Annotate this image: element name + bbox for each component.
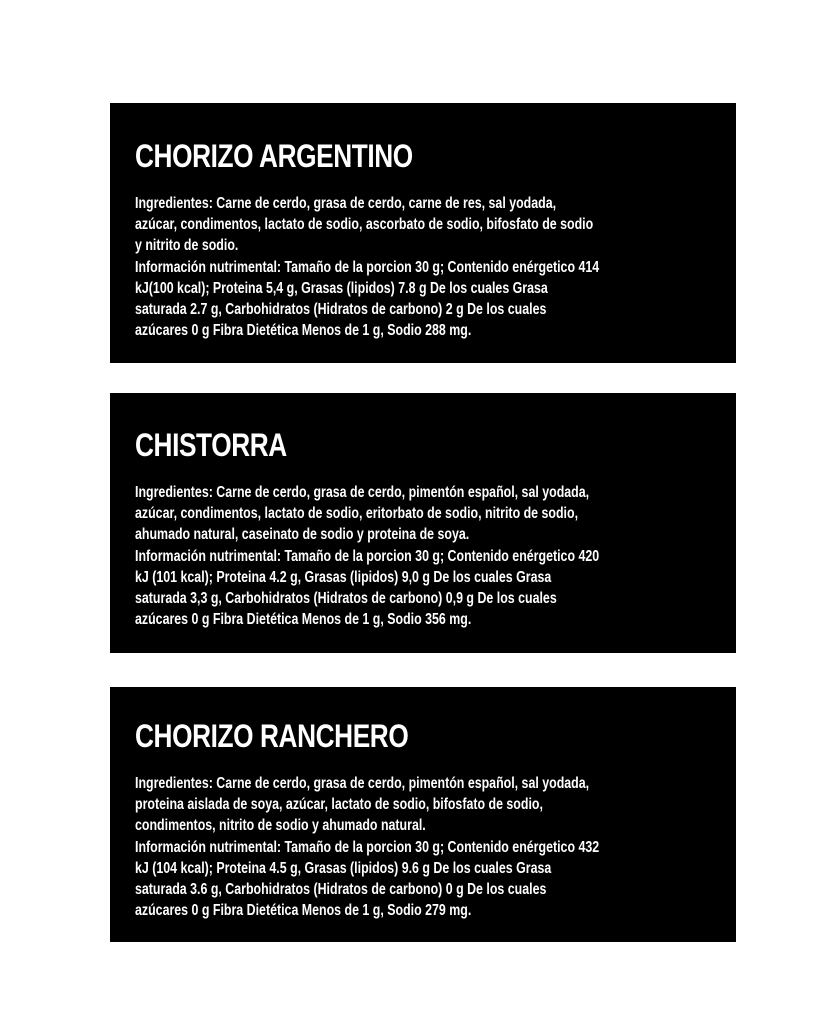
nutrition-line: Información nutrimental: Tamaño de la porcion 30 g; Contenido enérgetico 432 bbox=[135, 838, 600, 856]
product-description bbox=[135, 482, 711, 630]
ingredients-line: Ingredientes: Carne de cerdo, grasa de cerdo, pimentón español, sal yodada, bbox=[135, 484, 590, 501]
nutrition-line: Información nutrimental: Tamaño de la porcion 30 g; Contenido enérgetico 414 bbox=[135, 258, 600, 276]
nutrition-line: azúcares 0 g Fibra Dietética Menos de 1 g, Sodio 356 mg. bbox=[135, 611, 472, 629]
nutrition-line: azúcares 0 g Fibra Dietética Menos de 1 g, Sodio 288 mg. bbox=[135, 322, 472, 340]
nutrition-line: kJ (104 kcal); Proteina 4.5 g, Grasas (lipidos) 9.6 g De los cuales Grasa bbox=[135, 859, 552, 877]
ingredients-line: azúcar, condimentos, lactato de sodio, eritorbato de sodio, nitrito de sodio, bbox=[135, 505, 579, 523]
nutrition-line: kJ (101 kcal); Proteina 4.2 g, Grasas (lipidos) 9,0 g De los cuales Grasa bbox=[135, 568, 552, 586]
product-title: CHORIZO RANCHERO bbox=[135, 718, 409, 754]
ingredients-line: y nitrito de sodio. bbox=[135, 237, 239, 255]
nutrition-line: Información nutrimental: Tamaño de la porcion 30 g; Contenido enérgetico 420 bbox=[135, 547, 600, 565]
nutrition-line: saturada 3.6 g, Carbohidratos (Hidratos de carbono) 0 g De los cuales bbox=[135, 881, 547, 899]
product-label-chorizo-argentino bbox=[110, 103, 736, 363]
product-description bbox=[135, 193, 711, 341]
product-title: CHISTORRA bbox=[135, 427, 287, 463]
product-label-chorizo-ranchero bbox=[110, 687, 736, 942]
product-description bbox=[135, 773, 711, 921]
nutrition-line: azúcares 0 g Fibra Dietética Menos de 1 g, Sodio 279 mg. bbox=[135, 902, 472, 920]
product-label-chistorra bbox=[110, 393, 736, 653]
ingredients-line: azúcar, condimentos, lactato de sodio, ascorbato de sodio, bifosfato de sodio bbox=[135, 216, 594, 234]
ingredients-line: proteina aislada de soya, azúcar, lactato de sodio, bifosfato de sodio, bbox=[135, 796, 543, 814]
nutrition-line: kJ(100 kcal); Proteina 5,4 g, Grasas (lipidos) 7.8 g De los cuales Grasa bbox=[135, 279, 548, 297]
nutrition-line: saturada 3,3 g, Carbohidratos (Hidratos de carbono) 0,9 g De los cuales bbox=[135, 590, 557, 608]
nutrition-line: saturada 2.7 g, Carbohidratos (Hidratos de carbono) 2 g De los cuales bbox=[135, 301, 547, 319]
ingredients-line: condimentos, nitrito de sodio y ahumado natural. bbox=[135, 817, 426, 835]
product-title: CHORIZO ARGENTINO bbox=[135, 138, 413, 174]
ingredients-line: ahumado natural, caseinato de sodio y proteina de soya. bbox=[135, 526, 470, 544]
ingredients-line: Ingredientes: Carne de cerdo, grasa de cerdo, carne de res, sal yodada, bbox=[135, 195, 557, 212]
ingredients-line: Ingredientes: Carne de cerdo, grasa de cerdo, pimentón español, sal yodada, bbox=[135, 775, 590, 792]
